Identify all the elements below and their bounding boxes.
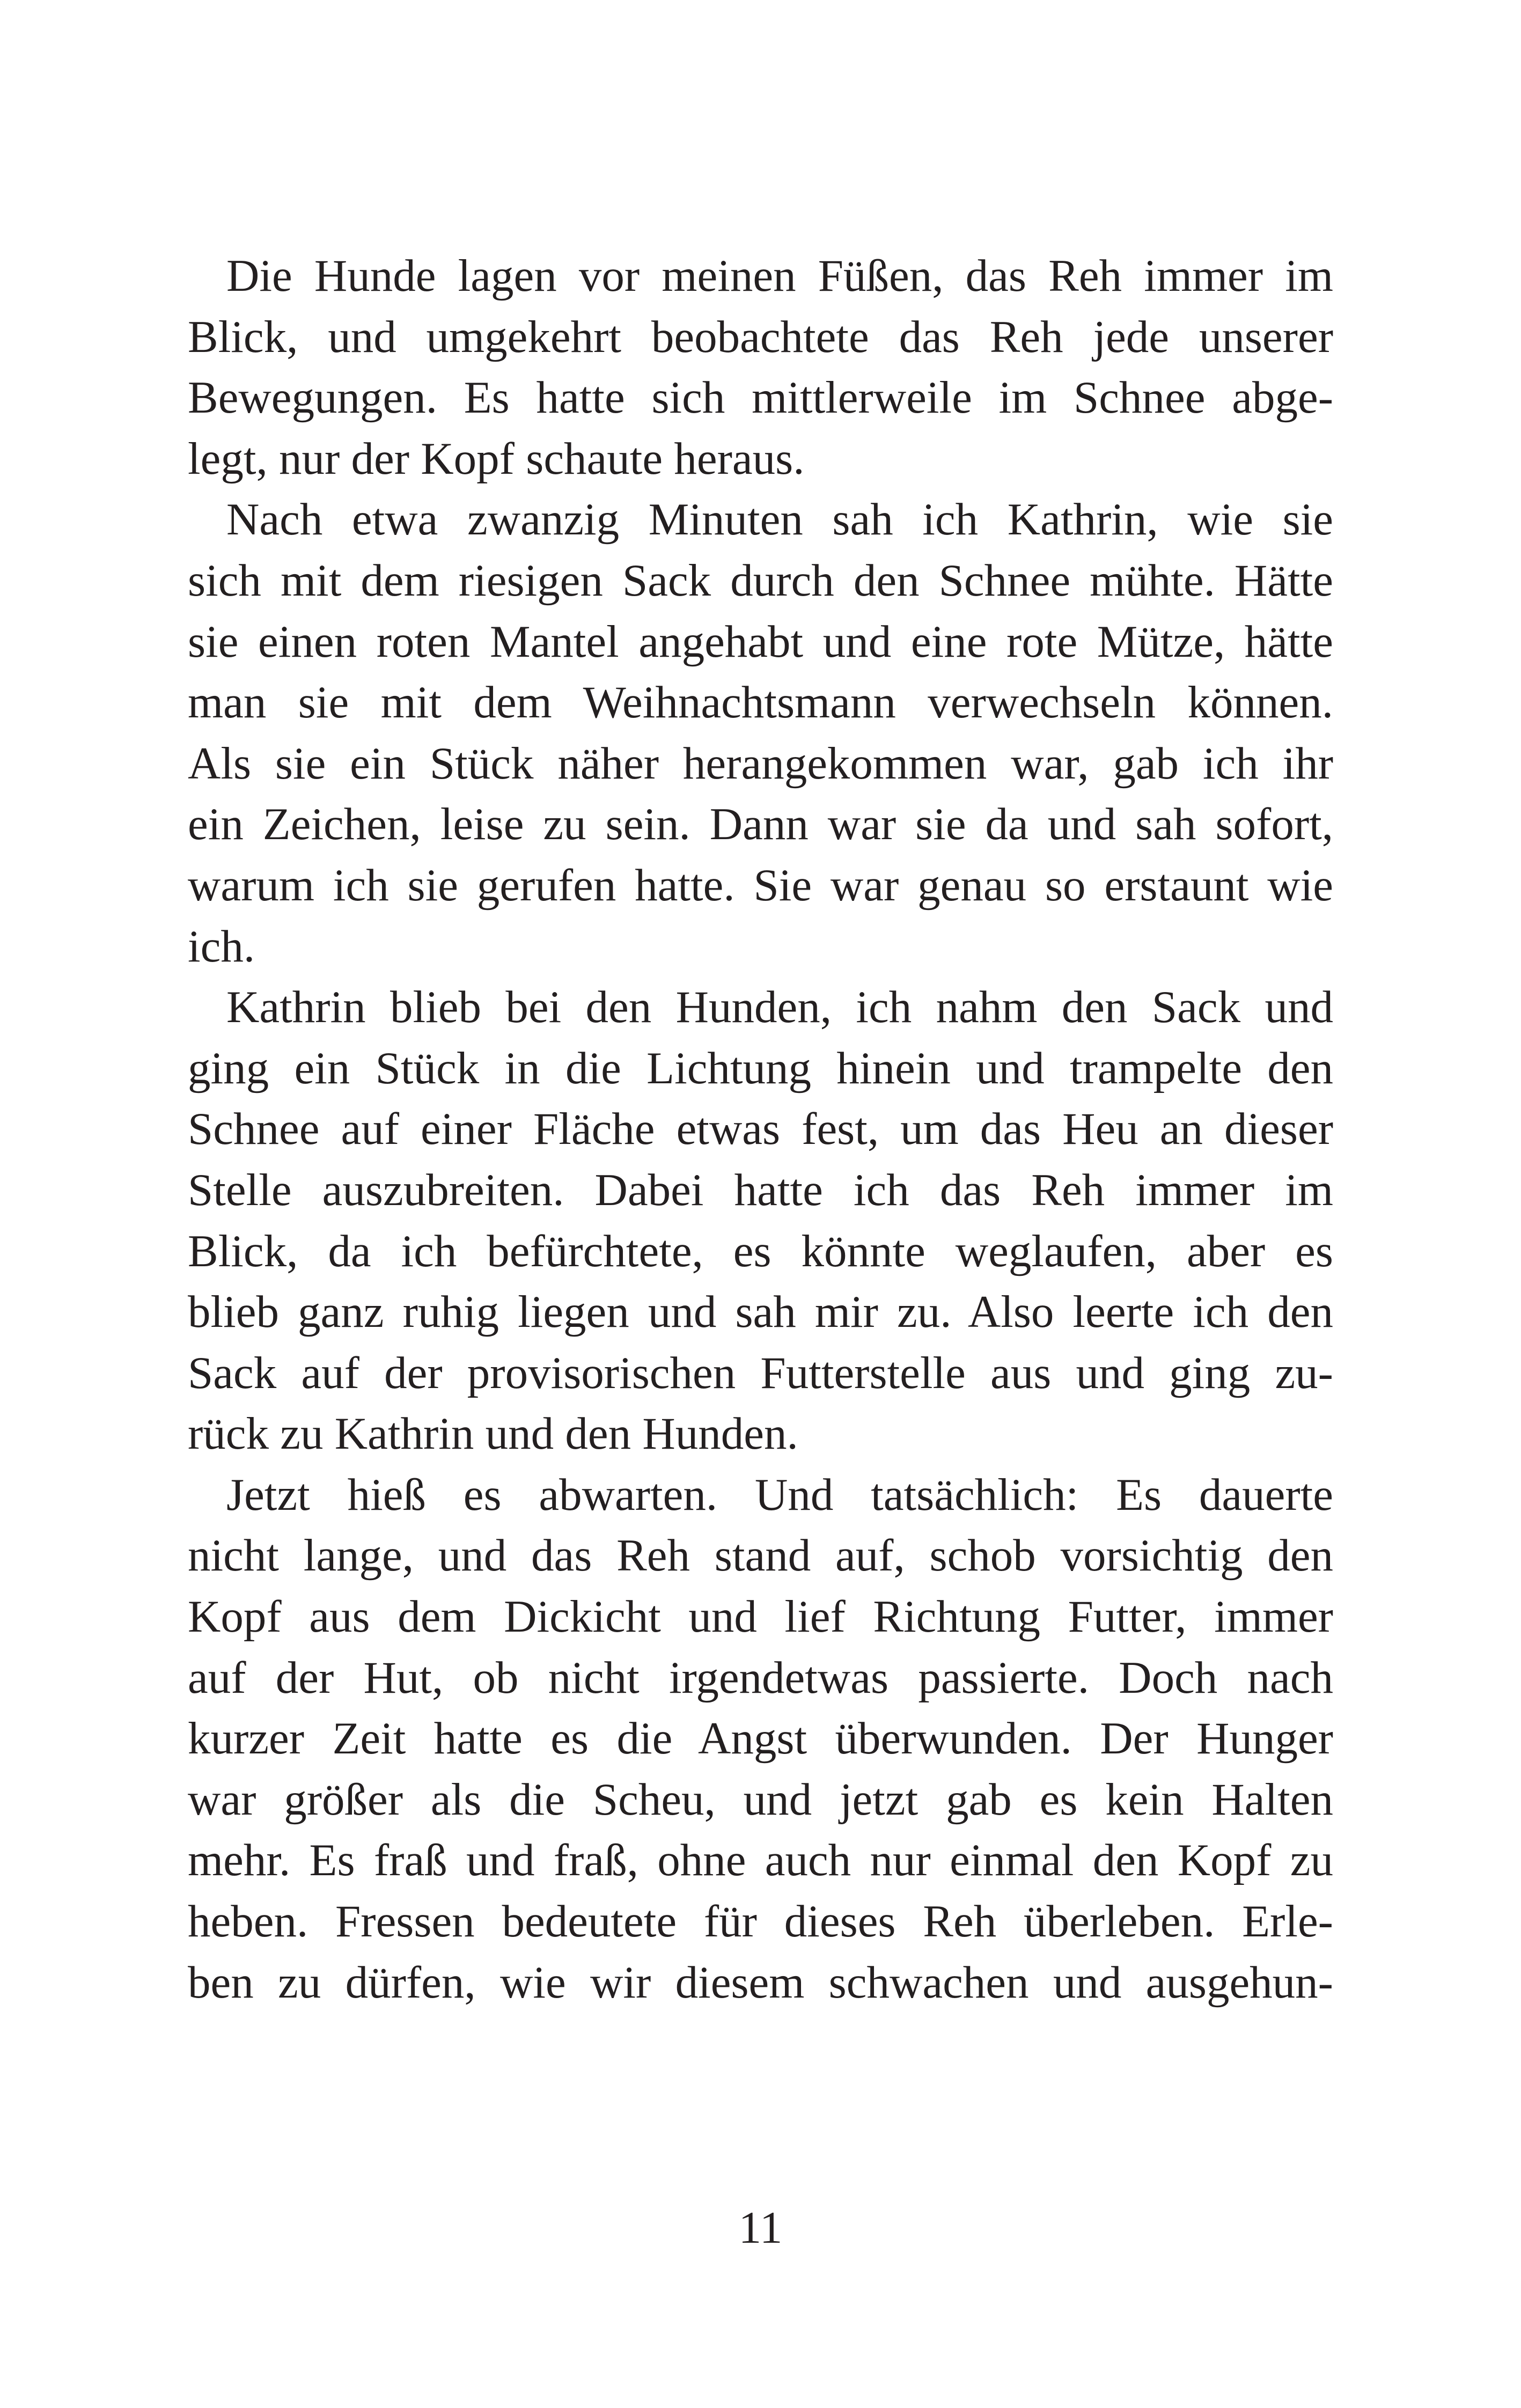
text-line: Stelle auszubreiten. Dabei hatte ich das Reh immer im: [188, 1164, 1333, 1215]
paragraph: [188, 246, 1333, 489]
text-line: ich.: [188, 921, 255, 972]
text-line: ben zu dürfen, wie wir diesem schwachen und ausgehun-: [188, 1957, 1333, 2008]
text-line: rück zu Kathrin und den Hunden.: [188, 1408, 798, 1459]
text-line: blieb ganz ruhig liegen und sah mir zu. Also leerte ich den: [188, 1287, 1333, 1338]
text-line: warum ich sie gerufen hatte. Sie war genau so erstaunt wie: [188, 860, 1333, 911]
page-number: 11: [738, 2203, 783, 2253]
text-line: man sie mit dem Weihnachtsmann verwechseln können.: [188, 677, 1333, 728]
paragraph: [188, 977, 1333, 1465]
text-line: Nach etwa zwanzig Minuten sah ich Kathrin, wie sie: [226, 494, 1333, 545]
text-line: Die Hunde lagen vor meinen Füßen, das Reh immer im: [226, 251, 1333, 301]
text-line: war größer als die Scheu, und jetzt gab es kein Halten: [188, 1774, 1333, 1825]
text-line: Sack auf der provisorischen Futterstelle aus und ging zu-: [188, 1347, 1333, 1398]
text-line: Kopf aus dem Dickicht und lief Richtung Futter, immer: [188, 1591, 1333, 1642]
text-line: ging ein Stück in die Lichtung hinein und trampelte den: [188, 1043, 1333, 1093]
paragraph: [188, 489, 1333, 977]
text-line: Kathrin blieb bei den Hunden, ich nahm den Sack und: [226, 982, 1333, 1033]
text-line: Jetzt hieß es abwarten. Und tatsächlich: Es dauerte: [226, 1469, 1333, 1520]
text-line: Als sie ein Stück näher herangekommen war, gab ich ihr: [188, 738, 1333, 789]
paragraph: [188, 1465, 1333, 2013]
text-line: Blick, da ich befürchtete, es könnte weglaufen, aber es: [188, 1225, 1333, 1276]
text-line: kurzer Zeit hatte es die Angst überwunden. Der Hunger: [188, 1713, 1333, 1764]
text-line: nicht lange, und das Reh stand auf, schob vorsichtig den: [188, 1530, 1333, 1581]
text-line: heben. Fressen bedeutete für dieses Reh überleben. Erle-: [188, 1896, 1333, 1947]
body-text: [188, 246, 1333, 2013]
text-line: Blick, und umgekehrt beobachtete das Reh jede unserer: [188, 311, 1333, 362]
text-line: mehr. Es fraß und fraß, ohne auch nur einmal den Kopf zu: [188, 1835, 1333, 1886]
text-line: auf der Hut, ob nicht irgendetwas passierte. Doch nach: [188, 1652, 1333, 1703]
text-line: legt, nur der Kopf schaute heraus.: [188, 433, 805, 484]
text-line: sich mit dem riesigen Sack durch den Schnee mühte. Hätte: [188, 555, 1333, 606]
text-line: Bewegungen. Es hatte sich mittlerweile im Schnee abge-: [188, 372, 1333, 423]
text-line: sie einen roten Mantel angehabt und eine rote Mütze, hätte: [188, 616, 1333, 667]
text-line: ein Zeichen, leise zu sein. Dann war sie da und sah sofort,: [188, 799, 1333, 850]
text-line: Schnee auf einer Fläche etwas fest, um das Heu an dieser: [188, 1104, 1333, 1155]
